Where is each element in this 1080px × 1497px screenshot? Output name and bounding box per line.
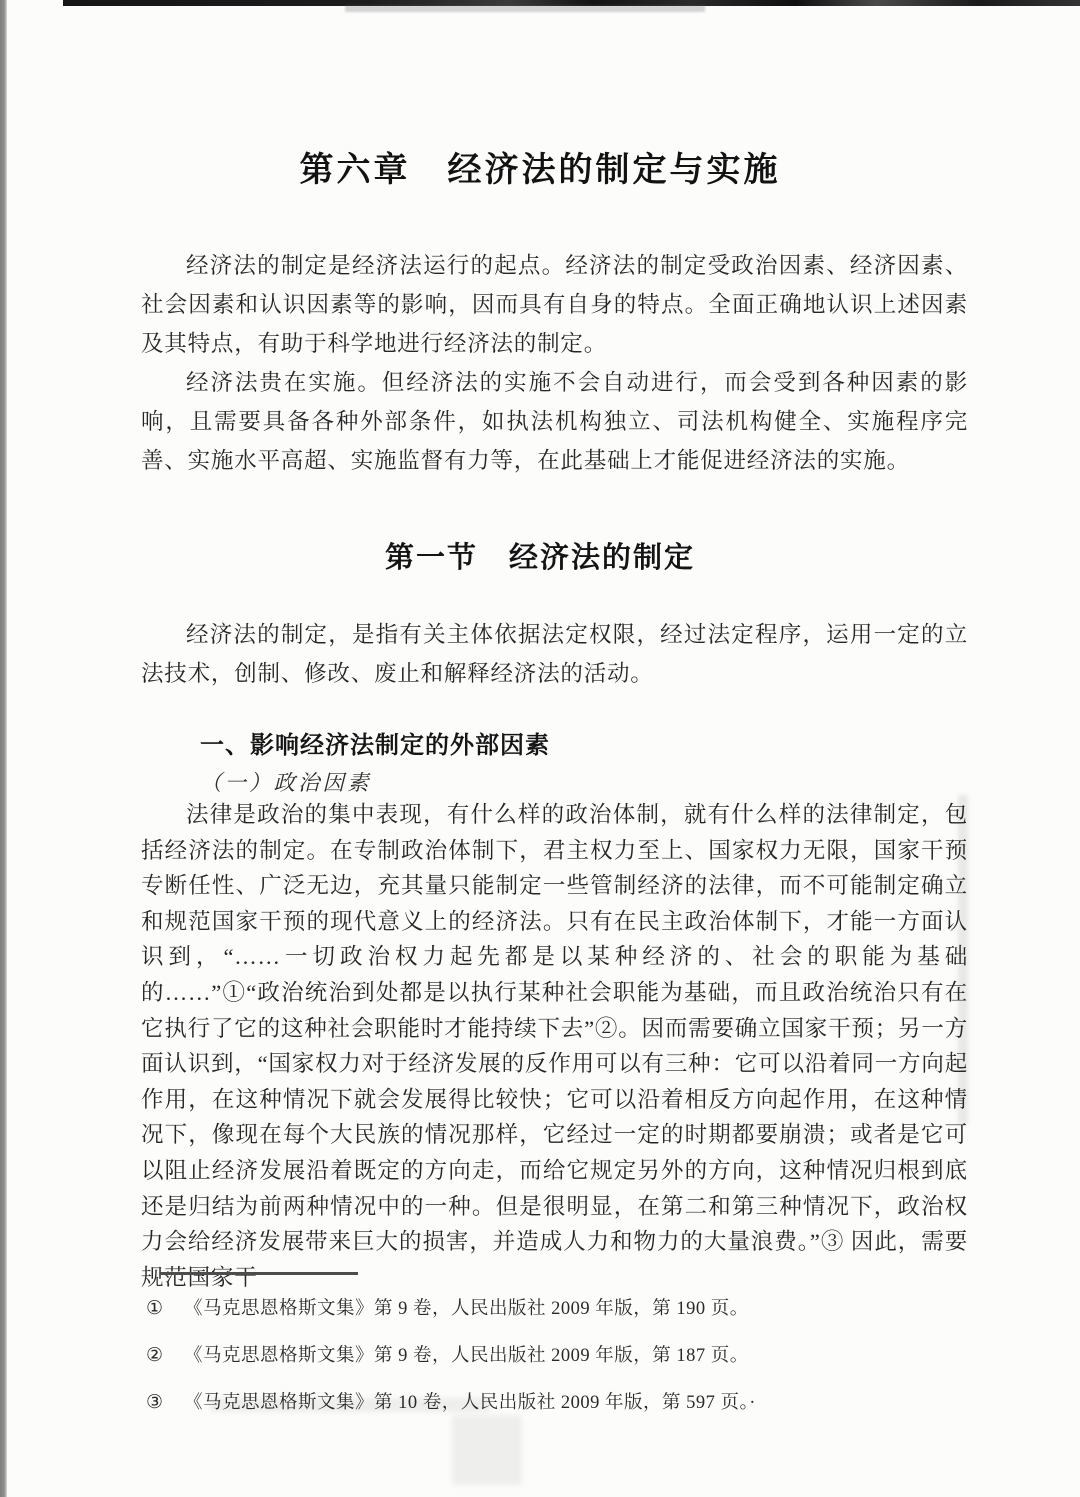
subsubsection-heading: （一）政治因素 <box>200 771 372 795</box>
footnote-2 <box>146 1341 976 1371</box>
footnote-1-text: 《马克思恩格斯文集》第 9 卷，人民出版社 2009 年版，第 190 页。 <box>184 1299 749 1319</box>
footnote-3-marker: ③ <box>146 1392 164 1413</box>
footnote-3-text: 《马克思恩格斯文集》第 10 卷，人民出版社 2009 年版，第 597 页。· <box>184 1393 756 1413</box>
footnote-2-text: 《马克思恩格斯文集》第 9 卷，人民出版社 2009 年版，第 187 页。 <box>184 1346 749 1366</box>
footnote-separator-rule <box>160 1272 358 1275</box>
scan-left-edge-strip <box>0 0 7 1497</box>
footnote-1 <box>146 1294 976 1324</box>
subsection-heading: 一、影响经济法制定的外部因素 <box>200 732 550 759</box>
scan-top-smudge <box>345 5 705 12</box>
footnote-2-marker: ② <box>146 1345 164 1366</box>
section-title: 第一节 经济法的制定 <box>384 542 695 574</box>
chapter-title: 第六章 经济法的制定与实施 <box>299 151 781 189</box>
section-intro-paragraph: 经济法的制定，是指有关主体依据法定权限，经过法定程序，运用一定的立法技术，创制、修改、废止和解释经济法的活动。 <box>141 622 968 686</box>
footnotes-block <box>146 1294 976 1435</box>
chapter-intro-block <box>141 246 968 480</box>
section-intro-block <box>141 615 968 693</box>
main-paragraph-block <box>141 797 968 1295</box>
footnote-3 <box>146 1388 976 1418</box>
main-paragraph: 法律是政治的集中表现，有什么样的政治体制，就有什么样的法律制定，包括经济法的制定。在专制政治体制下，君主权力至上、国家权力无限，国家干预专断任性、广泛无边，充其量只能制定一些管制经济的法律，而不可能制定确立和规范国家干预的现代意义上的经济法。只有在民主政治体制下，才能一方面认识到，“……一切政治权力起先都是以某种经济的、社会的职能为基础的……”①“政治统治到处都是以执行某种社会职能为基础，而且政治统治只有在它执行了它的这种社会职能时才能持续下去”②。因而需要确立国家干预；另一方面认识到，“国家权力对于经济发展的反作用可以有三种：它可以沿着同一方向起作用，在这种情况下就会发展得比较快；它可以沿着相反方向起作用，在这种情况下，像现在每个大民族的情况那样，它经过一定的时期都要崩溃；或者是它可以阻止经济发展沿着既定的方向走，而给它规定另外的方向，这种情况归根到底还是归结为前两种情况中的一种。但是很明显，在第二和第三种情况下，政治权力会给经济发展带来巨大的损害，并造成人力和物力的大量浪费。”③ 因此，需要规范国家干 <box>141 802 968 1290</box>
intro-paragraph-1: 经济法的制定是经济法运行的起点。经济法的制定受政治因素、经济因素、社会因素和认识因素等的影响，因而具有自身的特点。全面正确地认识上述因素及其特点，有助于科学地进行经济法的制定。 <box>141 253 968 356</box>
intro-paragraph-2: 经济法贵在实施。但经济法的实施不会自动进行，而会受到各种因素的影响，且需要具备各种外部条件，如执法机构独立、司法机构健全、实施程序完善、实施水平高超、实施监督有力等，在此基础上才能促进经济法的实施。 <box>141 370 968 473</box>
footnote-1-marker: ① <box>146 1298 164 1319</box>
